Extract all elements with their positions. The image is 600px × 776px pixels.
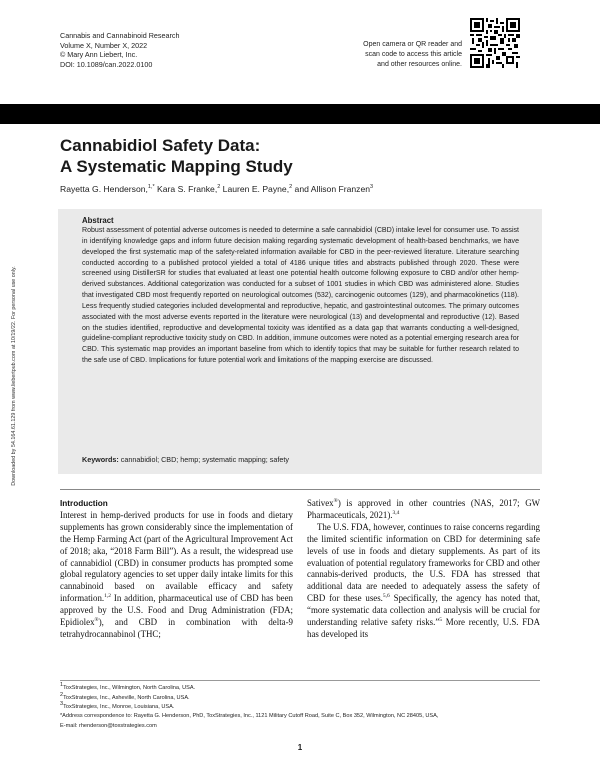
keywords-list: cannabidiol; CBD; hemp; systematic mapping; safety bbox=[120, 455, 289, 464]
footnote-rule bbox=[60, 680, 540, 681]
doi[interactable]: DOI: 10.1089/can.2022.0100 bbox=[60, 59, 153, 69]
abstract-heading: Abstract bbox=[82, 216, 114, 225]
keywords bbox=[82, 455, 289, 464]
paragraph: Interest in hemp-derived products for use in foods and dietary supplements has grown considerably since the implementation of the Hemp Farming Act (part of the Agricultural Improvement Act of 2018; aka, “2018 Farm Bill”). As a result, the widespread use of cannabidiol (CBD) in consumer products has prompted some global regulatory agencies to set upper daily intake limits for this cannabinoid based on available efficacy and safety information.$^{1,2}$ In addition, pharmaceutical use of CBD has been approved by the U.S. Food and Drug Administration (FDA; Epidiolex®), and CBD in combination with delta-9 tetrahydrocannabinol (THC; bbox=[60, 509, 293, 639]
email-link[interactable]: E-mail: rhenderson@toxstrategies.com bbox=[60, 722, 157, 729]
journal-name: Cannabis and Cannabinoid Research bbox=[60, 31, 180, 40]
article-title: Cannabidiol Safety Data: A Systematic Mapping Study bbox=[60, 136, 293, 176]
body-column-left bbox=[60, 498, 293, 641]
qr-code-icon[interactable] bbox=[470, 18, 520, 68]
author[interactable]: Rayetta G. Henderson, bbox=[60, 184, 148, 194]
author[interactable]: Lauren E. Payne, bbox=[222, 184, 290, 194]
journal-info bbox=[60, 31, 179, 69]
section-divider bbox=[60, 489, 540, 490]
correspondence: *Address correspondence to: Rayetta G. Henderson, PhD, ToxStrategies, Inc., 1121 Military Cutoff Road, Suite C, Box 352, Wilmington, NC 28405, USA, E-mail: rhenderson@toxstrategies.com bbox=[60, 712, 540, 731]
abstract-text: Robust assessment of potential adverse outcomes is needed to determine a safe cannabidiol (CBD) intake level for consumer use. To assist in identifying knowledge gaps and inform future decision making regarding systematic development of health-based benchmarks, we have developed the first systematic map of the safety-related information available for CBD in the peer-reviewed literature. Literature searching conducted according to a published protocol yielded a total of 4186 unique titles and abstracts published through 2020. These were screened using DistillerSR for studies that evaluated at least one potential health outcome following exposure to CBD and/or other hemp-derived substances. Additional categorization was conducted for a subset of 1001 studies in which CBD was administered alone. Studies that investigated CBD most frequently reported on neurological outcomes (532), carcinogenic outcomes (129), and pharmacokinetics (118). Less frequently studied categories included developmental and reproductive, hepatic, and gastrointestinal outcomes. The primary outcomes associated with the most adverse events reported in the literature were neurological (13) and developmental and reproductive (12). Based on the studies identified, reproductive and developmental toxicity was identified as a data gap that warrants conducting a well-designed, guideline-compliant reproductive toxicity study on CBD. In addition, immune outcomes were noted as a potential emerging research area for CBD. This systematic map provides an important baseline from which to identify topics that may be suitable for further research related to the safe use of CBD. Implications for future potential work and limitations of the mapping exercise are discussed. bbox=[82, 227, 519, 365]
publisher: © Mary Ann Liebert, Inc. bbox=[60, 50, 138, 60]
page-number: 1 bbox=[297, 743, 303, 752]
qr-note: Open camera or QR reader and scan code to access this article and other resources online. bbox=[363, 41, 462, 68]
body-column-right bbox=[307, 498, 540, 641]
paragraph: Sativex®) is approved in other countries (NAS, 2017; GW Pharmaceuticals, 2021).$^{3,4}$ bbox=[307, 498, 540, 520]
intro-heading: Introduction bbox=[60, 499, 108, 508]
download-note: Downloaded by 54.164.61.129 from www.liebertpub.com at 10/19/22. For personal use only. bbox=[11, 266, 17, 486]
author[interactable]: Kara S. Franke, bbox=[157, 184, 218, 194]
author[interactable]: and Allison Franzen bbox=[294, 184, 371, 194]
paragraph: The U.S. FDA, however, continues to raise concerns regarding the limited scientific information on CBD for determining safe levels of use in foods and dietary supplements. As part of its evaluation of potential regulatory frameworks for CBD and other cannabis-derived products, the U.S. FDA has stressed that additional data are needed to adequately assess the safety of CBD for these uses.$^{5,6}$ Specifically, the agency has noted that, “more systematic data collection and analysis will be crucial for understanding relative safety risks.”$^5$ More recently, U.S. FDA has developed its bbox=[307, 521, 540, 639]
affiliations: $^1$ToxStrategies, Inc., Wilmington, North Carolina, USA. $^2$ToxStrategies, Inc., Asheville, North Carolina, USA. $^3$ToxStrategies, Inc., Monroe, Louisiana, USA. bbox=[60, 682, 196, 710]
journal-volume: Volume X, Number X, 2022 bbox=[60, 40, 148, 50]
header-bar bbox=[0, 104, 600, 124]
keywords-label: Keywords: bbox=[82, 455, 119, 464]
author-list: Rayetta G. Henderson,$^{1,*}$ Kara S. Franke,$^2$ Lauren E. Payne,$^2$ and Allison Franzen$^3$ bbox=[60, 184, 374, 194]
